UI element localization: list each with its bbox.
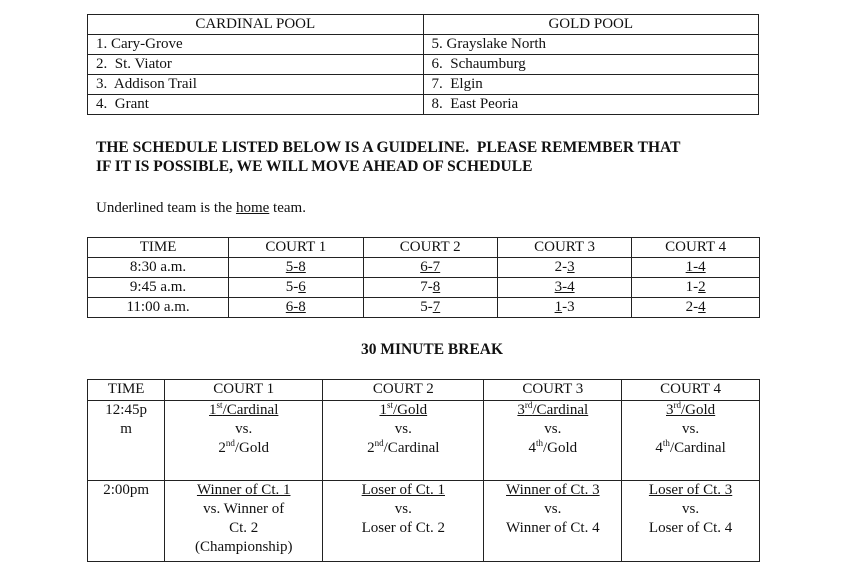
match-home: 4	[698, 299, 706, 315]
home-note-after: team.	[269, 200, 306, 216]
pool-name: /Gold	[542, 440, 578, 456]
match-cell	[363, 298, 497, 318]
afternoon-schedule-table	[87, 379, 760, 562]
match-cell	[632, 298, 760, 318]
seed-suffix: nd	[225, 438, 235, 448]
pool-row	[88, 55, 759, 75]
match-home: 6	[298, 279, 306, 295]
gold-team: 8. East Peoria	[423, 95, 759, 115]
pool-name: /Gold	[681, 402, 716, 418]
seed-number: 1	[209, 402, 217, 418]
match-cell	[622, 401, 760, 481]
pool-row	[88, 75, 759, 95]
match-cell	[622, 481, 760, 562]
match-cell	[323, 401, 484, 481]
match-cell	[632, 278, 760, 298]
away-team-line	[622, 439, 759, 458]
court-header: COURT 2	[323, 380, 484, 401]
time-header: TIME	[88, 238, 229, 258]
home-team-line: Loser of Ct. 3	[648, 482, 733, 498]
match-home: 2	[698, 279, 706, 295]
away-team-line	[323, 439, 483, 458]
time-cell: 8:30 a.m.	[88, 258, 229, 278]
seed-number: 1	[379, 402, 387, 418]
cardinal-team: 4. Grant	[88, 95, 424, 115]
seed-suffix: th	[662, 438, 670, 448]
away-team-line: Ct. 2	[229, 520, 259, 536]
court-header: COURT 4	[632, 238, 760, 258]
cardinal-pool-header: CARDINAL POOL	[88, 15, 424, 35]
match-cell	[484, 401, 622, 481]
match-line: vs.	[682, 501, 700, 517]
home-team-line	[323, 401, 483, 420]
match-home: 7	[432, 299, 441, 315]
match-away: 1-	[685, 279, 699, 295]
home-team-line: Winner of Ct. 1	[196, 482, 291, 498]
semifinal-row	[88, 401, 760, 481]
time-line: m	[120, 421, 132, 437]
pool-name: /Cardinal	[669, 440, 726, 456]
home-team-line: Loser of Ct. 1	[361, 482, 445, 498]
home-note-underlined: home	[235, 200, 270, 216]
match-home: 1	[554, 299, 563, 315]
vs-label: vs.	[235, 421, 253, 437]
schedule-header-row	[88, 238, 760, 258]
home-note-before: Underlined team is the	[96, 200, 236, 216]
pools-table	[87, 14, 759, 115]
match-home: 6-8	[285, 299, 306, 315]
cardinal-team: 3. Addison Trail	[88, 75, 424, 95]
seed-number: 3	[666, 402, 674, 418]
break-label: 30 MINUTE BREAK	[360, 341, 504, 358]
match-line: vs.	[544, 501, 562, 517]
away-team-line	[165, 439, 322, 458]
match-cell	[363, 258, 497, 278]
home-team-line	[165, 401, 322, 420]
court-header: COURT 1	[165, 380, 323, 401]
time-cell: 2:00pm	[88, 481, 165, 562]
match-line: vs.	[394, 501, 412, 517]
vs-label: vs.	[682, 421, 700, 437]
match-cell	[229, 278, 363, 298]
match-cell	[484, 481, 622, 562]
match-note: (Championship)	[194, 539, 293, 555]
match-cell	[632, 258, 760, 278]
match-home: 6-7	[420, 259, 441, 275]
seed-number: 4	[655, 440, 663, 456]
match-away: 5-	[285, 279, 299, 295]
home-team-line	[484, 401, 621, 420]
morning-schedule-table	[87, 237, 760, 318]
notice-line-2: IF IT IS POSSIBLE, WE WILL MOVE AHEAD OF SCHEDULE	[96, 158, 533, 175]
match-line: vs. Winner of	[203, 501, 285, 517]
seed-suffix: nd	[374, 438, 384, 448]
home-team-line	[622, 401, 759, 420]
schedule-row	[88, 298, 760, 318]
time-header: TIME	[88, 380, 165, 401]
pool-row	[88, 95, 759, 115]
match-away: 5-	[420, 299, 433, 315]
home-team-note	[96, 200, 306, 217]
vs-label: vs.	[394, 421, 412, 437]
seed-number: 2	[218, 440, 226, 456]
court-header: COURT 3	[497, 238, 631, 258]
seed-suffix: rd	[673, 400, 681, 410]
notice-line-1: THE SCHEDULE LISTED BELOW IS A GUIDELINE. PLEASE REMEMBER THAT	[96, 139, 681, 156]
seed-suffix: rd	[524, 400, 533, 410]
match-home: 3	[567, 259, 575, 275]
match-cell	[229, 258, 363, 278]
pool-row	[88, 35, 759, 55]
match-away: 2-	[554, 259, 568, 275]
gold-team: 6. Schaumburg	[423, 55, 759, 75]
match-cell	[497, 298, 631, 318]
match-home: 5-8	[285, 259, 306, 275]
match-cell	[165, 401, 323, 481]
match-away: 2-	[685, 299, 699, 315]
match-cell	[497, 278, 631, 298]
schedule-row	[88, 258, 760, 278]
away-team-line: Loser of Ct. 4	[648, 520, 733, 536]
match-cell	[497, 258, 631, 278]
gold-team: 5. Grayslake North	[423, 35, 759, 55]
pool-name: /Gold	[392, 402, 428, 418]
time-cell: 9:45 a.m.	[88, 278, 229, 298]
schedule-notice	[96, 138, 796, 176]
pool-name: /Cardinal	[532, 402, 589, 418]
time-cell	[88, 401, 165, 481]
cardinal-team: 2. St. Viator	[88, 55, 424, 75]
match-away: 7-	[420, 279, 433, 295]
court-header: COURT 1	[229, 238, 363, 258]
match-cell	[323, 481, 484, 562]
court-header: COURT 2	[363, 238, 497, 258]
match-cell	[363, 278, 497, 298]
away-team-line: Loser of Ct. 2	[361, 520, 445, 536]
cardinal-team: 1. Cary-Grove	[88, 35, 424, 55]
match-cell	[229, 298, 363, 318]
gold-pool-header: GOLD POOL	[423, 15, 759, 35]
time-cell: 11:00 a.m.	[88, 298, 229, 318]
time-line: 12:45p	[105, 402, 147, 418]
schedule-header-row	[88, 380, 760, 401]
match-home: 8	[432, 279, 441, 295]
away-team-line: Winner of Ct. 4	[506, 520, 600, 536]
seed-suffix: st	[386, 400, 393, 410]
match-home: 3-4	[554, 279, 575, 295]
gold-team: 7. Elgin	[423, 75, 759, 95]
away-team-line	[484, 439, 621, 458]
home-team-line: Winner of Ct. 3	[506, 482, 600, 498]
court-header: COURT 3	[484, 380, 622, 401]
match-cell	[165, 481, 323, 562]
seed-number: 2	[367, 440, 375, 456]
seed-number: 3	[517, 402, 525, 418]
seed-suffix: st	[216, 400, 223, 410]
match-rest: -3	[562, 299, 575, 315]
pool-name: /Cardinal	[383, 440, 440, 456]
seed-number: 4	[528, 440, 536, 456]
pool-name: /Gold	[234, 440, 270, 456]
seed-suffix: th	[535, 438, 543, 448]
match-home: 1-4	[685, 259, 706, 275]
schedule-row	[88, 278, 760, 298]
final-row	[88, 481, 760, 562]
vs-label: vs.	[544, 421, 562, 437]
court-header: COURT 4	[622, 380, 760, 401]
pool-name: /Cardinal	[222, 402, 279, 418]
